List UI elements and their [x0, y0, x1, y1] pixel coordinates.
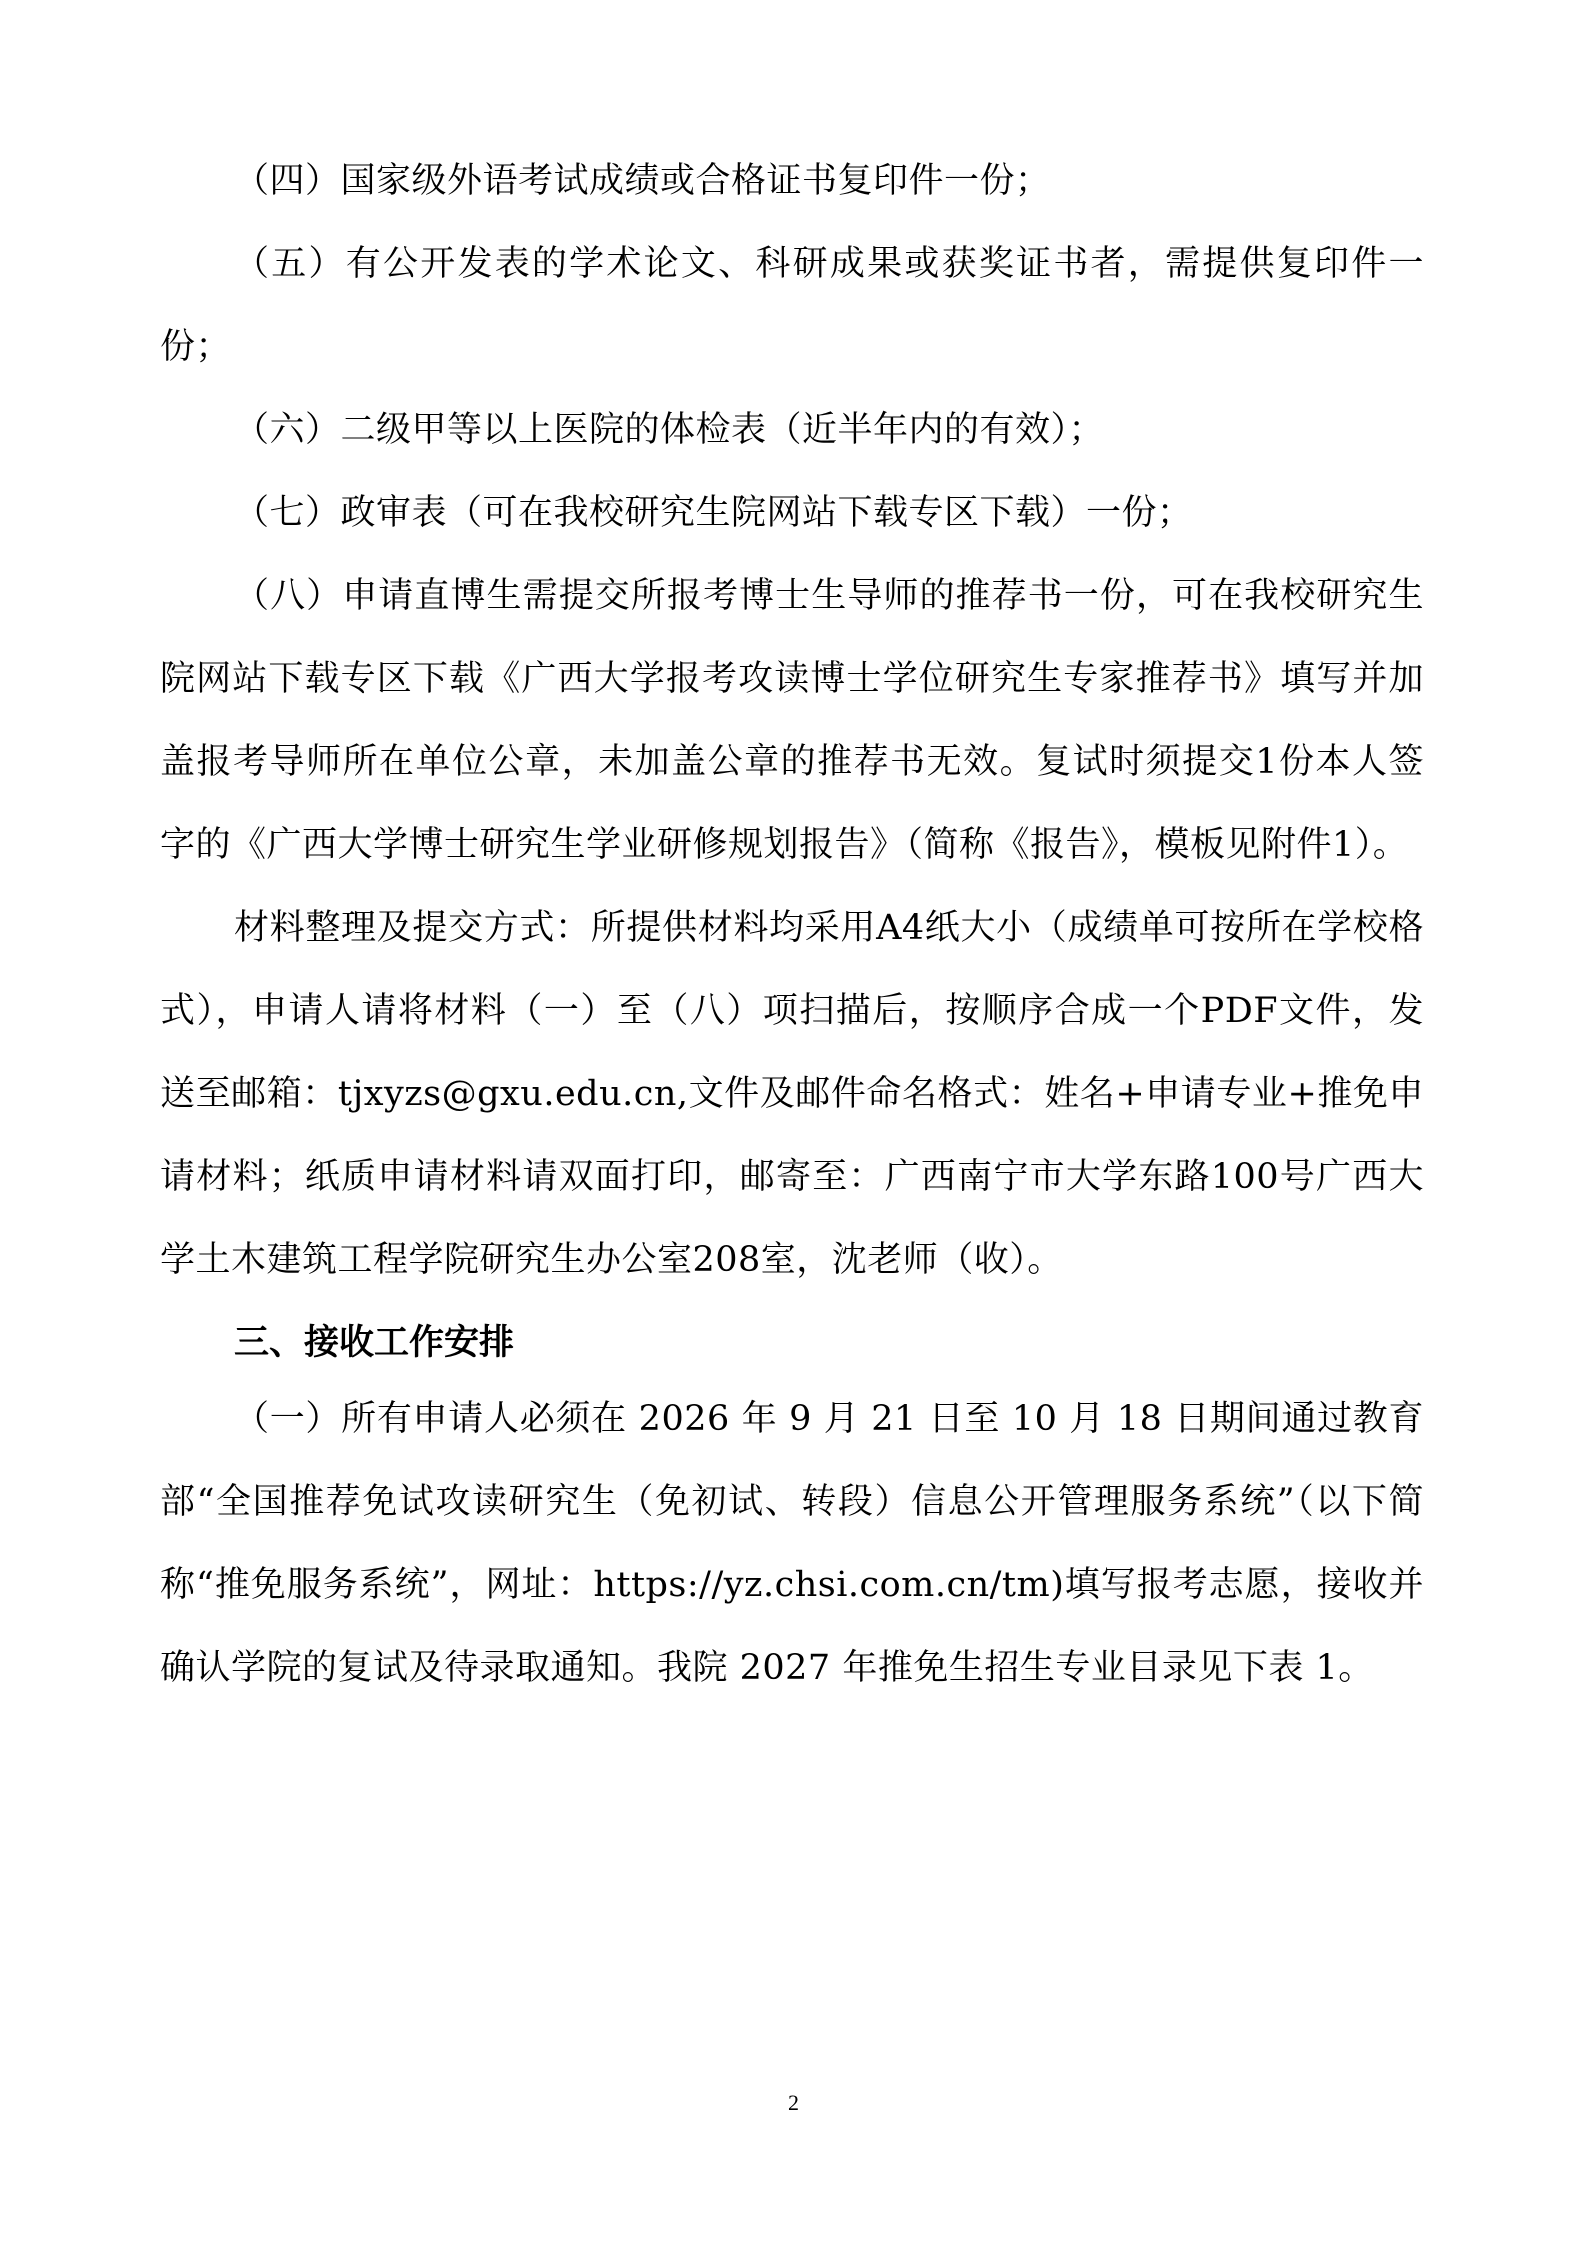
paragraph-item-4: （四）国家级外语考试成绩或合格证书复印件一份；	[234, 161, 1051, 201]
page-number: 2	[788, 2090, 799, 2115]
paragraph-submission-method: 材料整理及提交方式：所提供材料均采用A4纸大小（成绩单可按所在学校格式），申请人请将材料（一）至（八）项扫描后，按顺序合成一个PDF文件，发送至邮箱：tjxyzs@gxu.edu.cn,文件及邮件命名格式：姓名+申请专业+推免申请材料；纸质申请材料请双面打印，邮寄至：广西南宁市大学东路100号广西大学土木建筑工程学院研究生办公室208室，沈老师（收）。	[160, 908, 1424, 1280]
paragraph-arrangement-1: （一）所有申请人必须在 2026 年 9 月 21 日至 10 月 18 日期间通过教育部“全国推荐免试攻读研究生（免初试、转段）信息公开管理服务系统”（以下简称“推免服务系统”，网址：https://yz.chsi.com.cn/tm)填写报考志愿，接收并确认学院的复试及待录取通知。我院 2027 年推免生招生专业目录见下表 1。	[160, 1399, 1424, 1688]
paragraph-item-6: （六）二级甲等以上医院的体检表（近半年内的有效）；	[234, 410, 1105, 450]
paragraph-item-5: （五）有公开发表的学术论文、科研成果或获奖证书者，需提供复印件一份；	[160, 244, 1424, 367]
paragraph-item-7: （七）政审表（可在我校研究生院网站下载专区下载）一份；	[234, 493, 1193, 533]
paragraph-item-8: （八）申请直博生需提交所报考博士生导师的推荐书一份，可在我校研究生院网站下载专区下载《广西大学报考攻读博士学位研究生专家推荐书》填写并加盖报考导师所在单位公章，未加盖公章的推荐书无效。复试时须提交1份本人签字的《广西大学博士研究生学业研修规划报告》（简称《报告》，模板见附件1）。	[160, 576, 1424, 865]
section-heading: 三、接收工作安排	[234, 1323, 515, 1363]
document-body	[160, 140, 1424, 1710]
